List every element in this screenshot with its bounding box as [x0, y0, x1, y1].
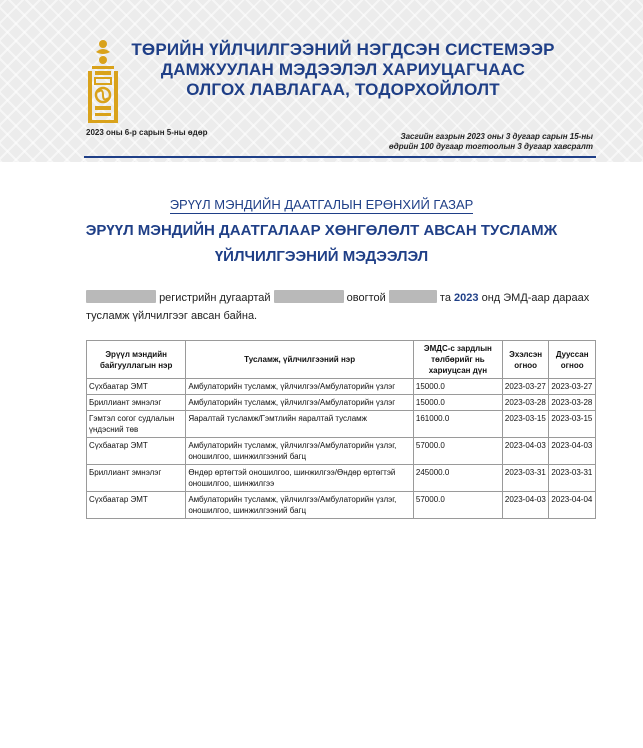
resolution-reference [389, 132, 593, 152]
header-title-line: ОЛГОХ ЛАВЛАГАА, ТОДОРХОЙЛОЛТ [186, 80, 500, 99]
table-cell: Бриллиант эмнэлэг [87, 395, 186, 411]
document-header [0, 0, 643, 162]
issue-date: 2023 оны 6-р сарын 5-ны өдөр [86, 128, 208, 137]
table-cell: Амбулаторийн тусламж, үйлчилгээ/Амбулаторийн үзлэг, оношилгоо, шинжилгээний багц [186, 438, 414, 465]
table-cell: 2023-04-03 [549, 438, 596, 465]
table-cell: Өндөр өртөгтэй оношилгоо, шинжилгээ/Өндөр өртөгтэй оношилгоо, шинжилгээ [186, 465, 414, 492]
table-cell: Сүхбаатар ЭМТ [87, 492, 186, 519]
intro-text: онд ЭМД-аар дараах [481, 292, 590, 304]
table-row [87, 438, 596, 465]
table-cell: 2023-03-15 [502, 411, 549, 438]
table-cell: 245000.0 [413, 465, 502, 492]
table-cell: Гэмтэл согог судлалын үндэсний төв [87, 411, 186, 438]
table-header-row [87, 341, 596, 379]
table-cell: 2023-04-04 [549, 492, 596, 519]
intro-text: та [439, 292, 451, 304]
table-cell: 161000.0 [413, 411, 502, 438]
table-row [87, 379, 596, 395]
resolution-line: өдрийн 100 дугаар тогтоолын 3 дугаар хавсралт [388, 142, 593, 151]
table-cell: Сүхбаатар ЭМТ [87, 438, 186, 465]
intro-text: регистрийн дугаартай [159, 292, 271, 304]
document-title [0, 218, 643, 270]
header-title-line: ДАМЖУУЛАН МЭДЭЭЛЭЛ ХАРИУЦАГЧААС [160, 60, 526, 79]
table-row [87, 492, 596, 519]
state-emblem-icon [84, 38, 122, 124]
table-cell: 2023-03-31 [549, 465, 596, 492]
table-cell: 57000.0 [413, 492, 502, 519]
header-title-line: ТӨРИЙН ҮЙЛЧИЛГЭЭНИЙ НЭГДСЭН СИСТЕМЭЭР [131, 40, 555, 59]
column-header: Эрүүл мэндийн байгууллагын нэр [87, 341, 186, 379]
table-cell: Бриллиант эмнэлэг [87, 465, 186, 492]
table-cell: Сүхбаатар ЭМТ [87, 379, 186, 395]
table-cell: 15000.0 [413, 379, 502, 395]
table-cell: 2023-04-03 [502, 438, 549, 465]
header-title [128, 40, 558, 100]
table-cell: 2023-03-27 [502, 379, 549, 395]
intro-paragraph [86, 289, 606, 325]
services-table [86, 340, 596, 519]
table-cell: Амбулаторийн тусламж, үйлчилгээ/Амбулаторийн үзлэг [186, 379, 414, 395]
table-row [87, 411, 596, 438]
table-cell: 2023-03-15 [549, 411, 596, 438]
resolution-line: Засгийн газрын 2023 оны 3 дугаар сарын 15-ны [400, 132, 593, 141]
table-cell: 57000.0 [413, 438, 502, 465]
table-cell: Амбулаторийн тусламж, үйлчилгээ/Амбулаторийн үзлэг [186, 395, 414, 411]
table-cell: 2023-03-27 [549, 379, 596, 395]
header-divider [84, 156, 596, 158]
table-cell: 15000.0 [413, 395, 502, 411]
column-header: Тусламж, үйлчилгээний нэр [186, 341, 414, 379]
redacted-block [389, 290, 437, 303]
table-row [87, 395, 596, 411]
document-title-line: ЭРҮҮЛ МЭНДИЙН ДААТГАЛААР ХӨНГӨЛӨЛТ АВСАН ТУСЛАМЖ [85, 222, 558, 239]
organization-name: ЭРҮҮЛ МЭНДИЙН ДААТГАЛЫН ЕРӨНХИЙ ГАЗАР [169, 197, 474, 212]
redacted-block [86, 290, 156, 303]
column-header: Эхэлсэн огноо [502, 341, 549, 379]
redacted-block [274, 290, 344, 303]
intro-text: овогтой [346, 292, 386, 304]
table-cell: Амбулаторийн тусламж, үйлчилгээ/Амбулаторийн үзлэг, оношилгоо, шинжилгээний багц [186, 492, 414, 519]
table-cell: Яаралтай тусламж/Гэмтлийн яаралтай тусламж [186, 411, 414, 438]
column-header: Дууссан огноо [549, 341, 596, 379]
intro-text: тусламж үйлчилгээг авсан байна. [86, 310, 258, 322]
document-title-line: ҮЙЛЧИЛГЭЭНИЙ МЭДЭЭЛЭЛ [214, 248, 429, 265]
table-cell: 2023-03-28 [549, 395, 596, 411]
intro-year: 2023 [454, 292, 479, 304]
table-cell: 2023-03-31 [502, 465, 549, 492]
table-cell: 2023-04-03 [502, 492, 549, 519]
table-cell: 2023-03-28 [502, 395, 549, 411]
column-header: ЭМДС-с зардлын төлбөрийг нь хариуцсан дүн [413, 341, 502, 379]
table-row [87, 465, 596, 492]
